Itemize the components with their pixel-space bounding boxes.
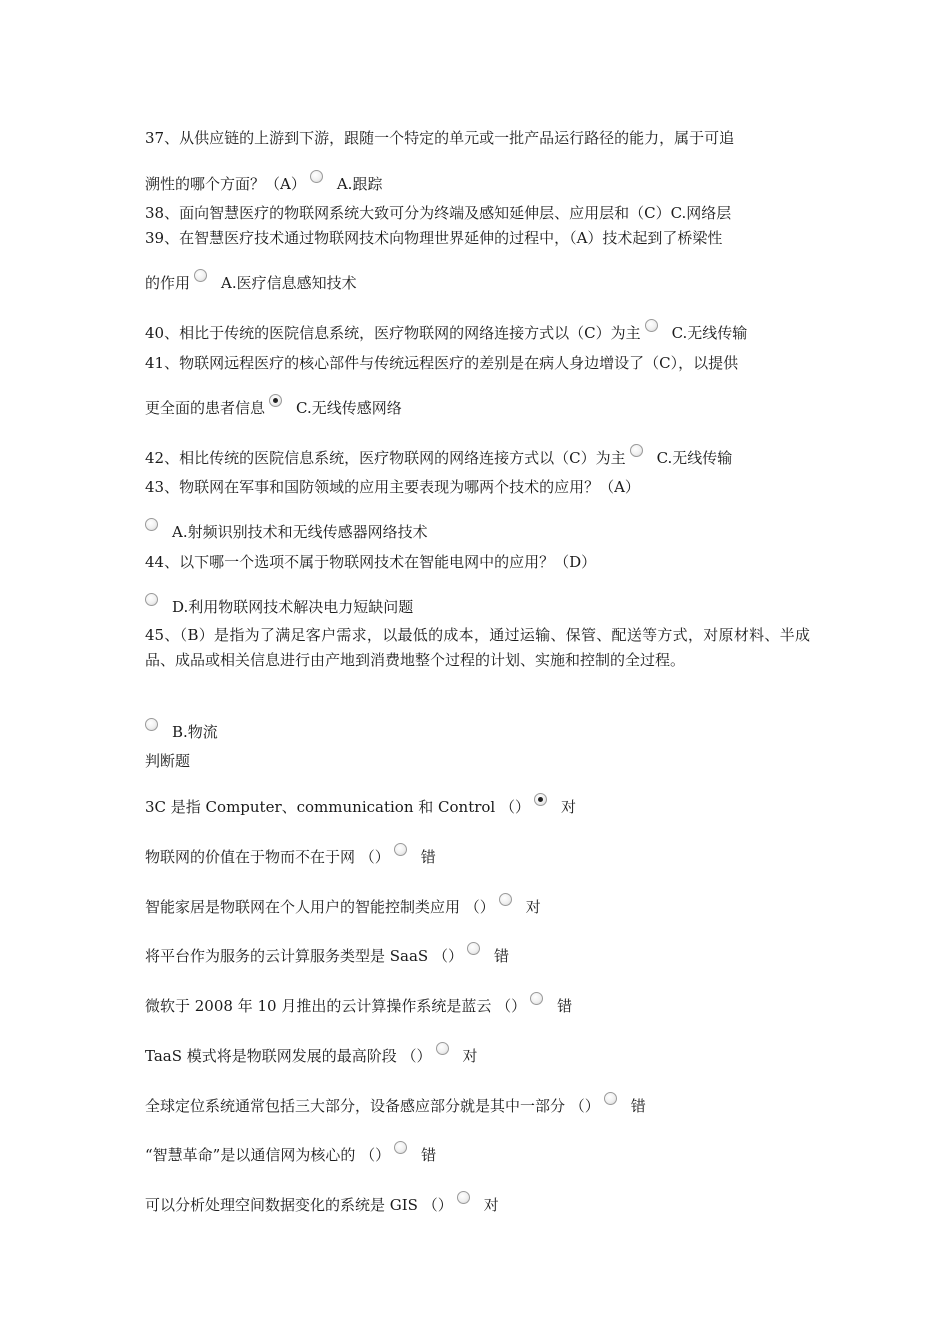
judgment-6 [145, 1042, 478, 1066]
question-42-radio[interactable] [630, 444, 643, 457]
judgment-2 [145, 843, 436, 867]
judgment-6-text: TaaS 模式将是物联网发展的最高阶段 （） [145, 1047, 432, 1065]
question-39-line2 [145, 269, 357, 293]
question-41-line1: 41、物联网远程医疗的核心部件与传统远程医疗的差别是在病人身边增设了（C），以提供 [145, 354, 739, 372]
question-41-answer: C.无线传感网络 [296, 399, 402, 417]
judgment-3-radio[interactable] [499, 893, 512, 906]
judgment-8-radio[interactable] [394, 1141, 407, 1154]
question-44: 44、以下哪一个选项不属于物联网技术在智能电网中的应用？（D） [145, 553, 597, 571]
judgment-9-radio[interactable] [457, 1191, 470, 1204]
judgment-1-answer: 对 [560, 798, 576, 816]
judgment-6-radio[interactable] [436, 1042, 449, 1055]
question-40-answer: C.无线传输 [671, 324, 748, 342]
judgment-5-answer: 错 [557, 997, 573, 1015]
judgment-7-radio[interactable] [604, 1092, 617, 1105]
question-45-option [145, 718, 218, 742]
judgment-8-text: “智慧革命”是以通信网为核心的 （） [145, 1146, 391, 1164]
judgment-9-text: 可以分析处理空间数据变化的系统是 GIS （） [145, 1196, 453, 1214]
question-37-text: 溯性的哪个方面？（A） [145, 175, 306, 193]
question-43: 43、物联网在军事和国防领域的应用主要表现为哪两个技术的应用？（A） [145, 478, 640, 496]
question-45-answer: B.物流 [172, 723, 218, 741]
question-39-line1: 39、在智慧医疗技术通过物联网技术向物理世界延伸的过程中，（A）技术起到了桥梁性 [145, 229, 723, 247]
question-42-text: 42、相比传统的医院信息系统，医疗物联网的网络连接方式以（C）为主 [145, 449, 626, 467]
judgment-9 [145, 1191, 499, 1215]
judgment-4-radio[interactable] [467, 942, 480, 955]
question-43-answer: A.射频识别技术和无线传感器网络技术 [172, 523, 428, 541]
judgment-9-answer: 对 [483, 1196, 499, 1214]
question-41-line2 [145, 394, 402, 418]
judgment-2-radio[interactable] [394, 843, 407, 856]
question-40-radio[interactable] [645, 319, 658, 332]
question-39-text: 的作用 [145, 274, 191, 292]
question-44-radio[interactable] [145, 593, 158, 606]
judgment-3 [145, 893, 541, 917]
question-38: 38、面向智慧医疗的物联网系统大致可分为终端及感知延伸层、应用层和（C）C.网络层 [145, 204, 732, 222]
judgment-2-text: 物联网的价值在于物而不在于网 （） [145, 848, 390, 866]
judgment-4-answer: 错 [493, 947, 509, 965]
question-43-option [145, 518, 428, 542]
judgment-5 [145, 992, 572, 1016]
question-44-answer: D.利用物联网技术解决电力短缺问题 [172, 598, 414, 616]
question-43-radio[interactable] [145, 518, 158, 531]
judgment-4 [145, 942, 509, 966]
question-41-radio[interactable] [269, 394, 282, 407]
question-39-radio[interactable] [194, 269, 207, 282]
judgment-5-text: 微软于 2008 年 10 月推出的云计算操作系统是蓝云 （） [145, 997, 527, 1015]
question-37-line2 [145, 170, 382, 194]
question-37-answer: A.跟踪 [336, 175, 383, 193]
question-45-radio[interactable] [145, 718, 158, 731]
judgment-6-answer: 对 [462, 1047, 478, 1065]
question-37-radio[interactable] [310, 170, 323, 183]
judgment-8-answer: 错 [421, 1146, 437, 1164]
question-42 [145, 444, 732, 468]
judgment-7-text: 全球定位系统通常包括三大部分，设备感应部分就是其中一部分 （） [145, 1097, 600, 1115]
judgment-1-text: 3C 是指 Computer、communication 和 Control （） [145, 798, 530, 816]
judgment-3-answer: 对 [525, 898, 541, 916]
judgment-5-radio[interactable] [530, 992, 543, 1005]
question-42-answer: C.无线传输 [656, 449, 733, 467]
judgment-1-radio[interactable] [534, 793, 547, 806]
judgment-3-text: 智能家居是物联网在个人用户的智能控制类应用 （） [145, 898, 495, 916]
question-45: 45、（B）是指为了满足客户需求，以最低的成本，通过运输、保管、配送等方式，对原材料、半成品、成品或相关信息进行由产地到消费地整个过程的计划、实施和控制的全过程。 [145, 626, 810, 669]
judgment-7-answer: 错 [630, 1097, 646, 1115]
question-40 [145, 319, 747, 343]
judgment-7 [145, 1092, 646, 1116]
judgment-1 [145, 793, 576, 817]
judgment-4-text: 将平台作为服务的云计算服务类型是 SaaS （） [145, 947, 463, 965]
question-41-text: 更全面的患者信息 [145, 399, 266, 417]
question-40-text: 40、相比于传统的医院信息系统，医疗物联网的网络连接方式以（C）为主 [145, 324, 641, 342]
question-37-line1: 37、从供应链的上游到下游，跟随一个特定的单元或一批产品运行路径的能力，属于可追 [145, 129, 735, 147]
judgment-2-answer: 错 [420, 848, 436, 866]
judgment-8 [145, 1141, 436, 1165]
section-title: 判断题 [145, 752, 191, 770]
question-39-answer: A.医疗信息感知技术 [221, 274, 357, 292]
question-44-option [145, 593, 413, 617]
